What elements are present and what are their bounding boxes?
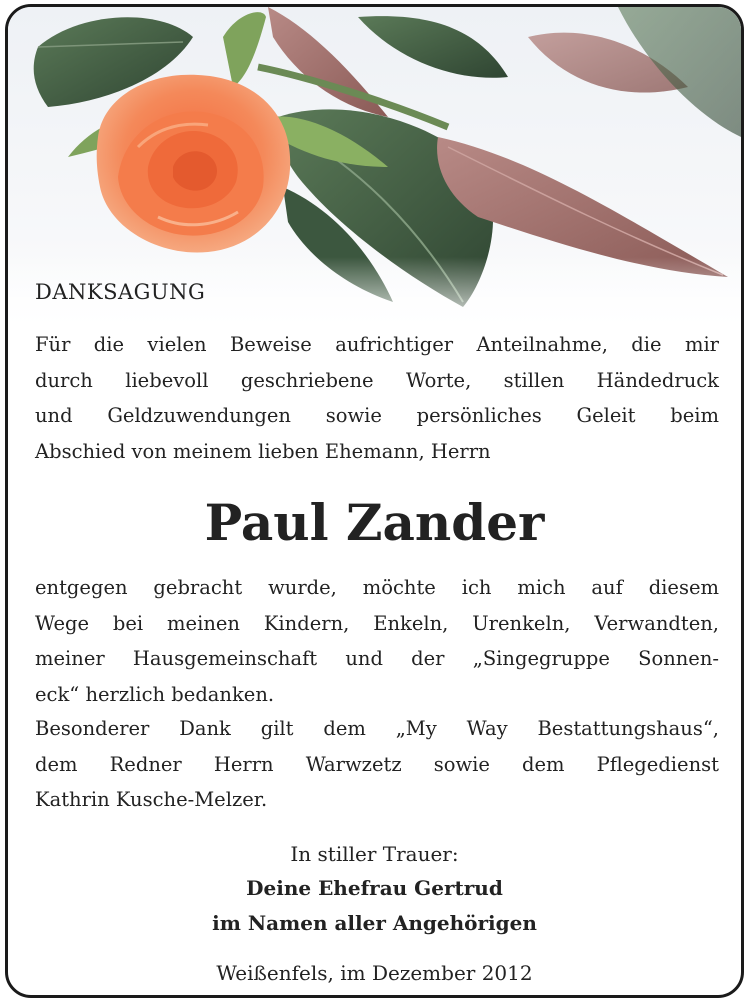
special-thanks-paragraph [35,711,719,818]
intro-paragraph [35,327,719,469]
signer: Deine Ehefrau Gertrud [246,876,503,900]
thanks-paragraph [35,570,719,712]
thanks-line: meiner Hausgemeinschaft und der „Singegruppe Sonnen- [35,647,719,670]
intro-line: und Geldzuwendungen sowie persönliches Geleit beim [35,404,719,427]
intro-line: Abschied von meinem lieben Ehemann, Herrn [35,439,491,463]
on-behalf-line: im Namen aller Angehörigen [212,911,537,935]
heading: DANKSAGUNG [35,280,206,304]
place-date: Weißenfels, im Dezember 2012 [216,961,533,985]
thanks-line: eck“ herzlich bedanken. [35,682,275,706]
intro-line: Für die vielen Beweise aufrichtiger Anteilnahme, die mir [35,333,719,356]
deceased-name: Paul Zander [204,493,545,552]
thanks-line: Wege bei meinen Kindern, Enkeln, Urenkeln, Verwandten, [35,611,719,635]
obituary-notice [5,4,744,998]
thanks-line: entgegen gebracht wurde, möchte ich mich auf diesem [35,576,719,599]
special-thanks-line: Kathrin Kusche-Melzer. [35,788,268,811]
in-mourning-label: In stiller Trauer: [290,842,459,866]
special-thanks-line: dem Redner Herrn Warwzetz sowie dem Pflegedienst [35,752,719,776]
intro-line: durch liebevoll geschriebene Worte, stillen Händedruck [35,368,719,392]
special-thanks-line: Besonderer Dank gilt dem „My Way Bestattungshaus“, [35,717,719,740]
